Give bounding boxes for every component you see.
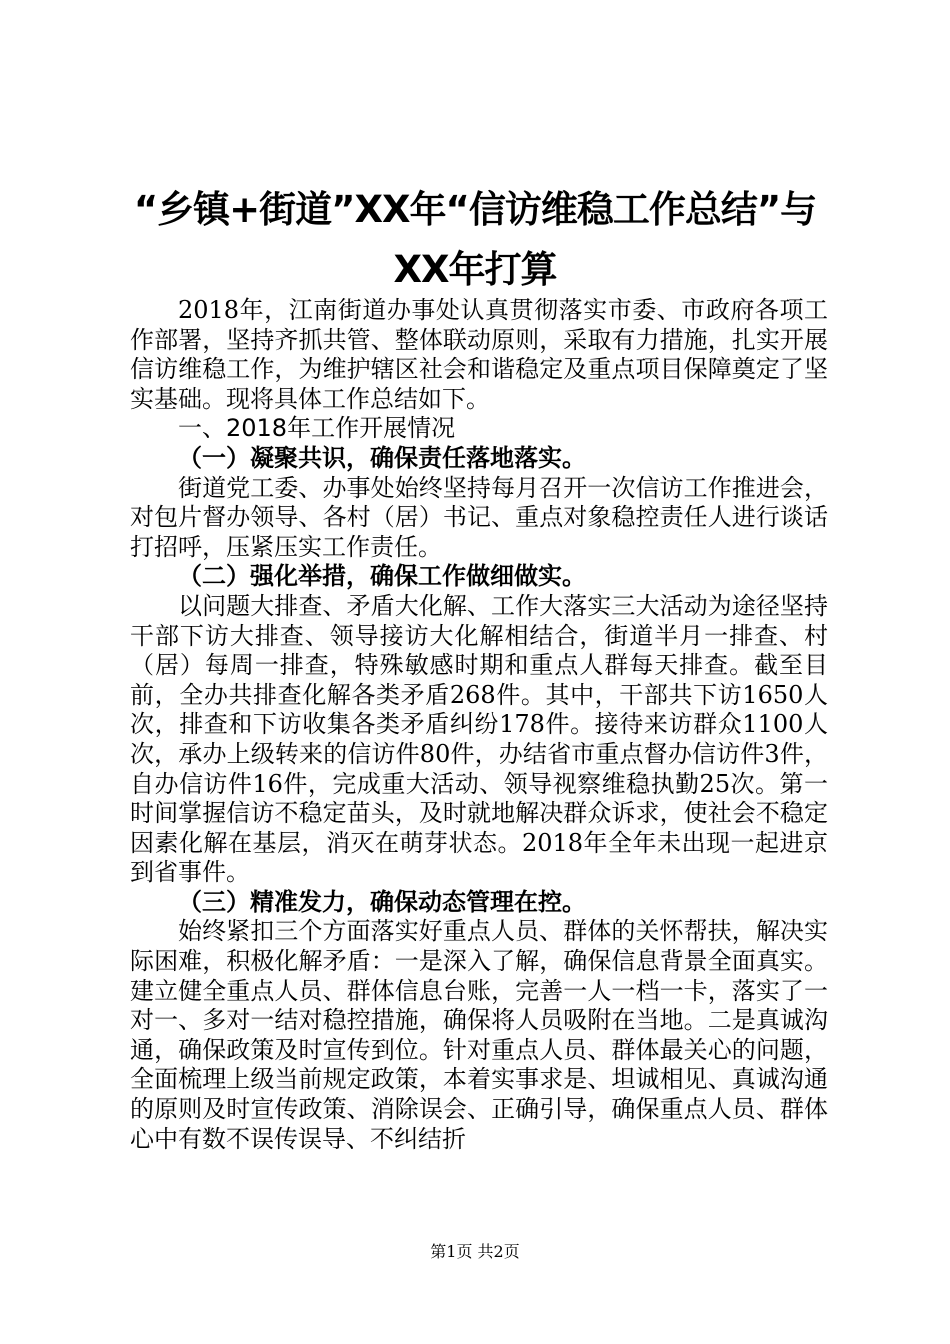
document-body — [130, 296, 828, 1154]
subsection-heading-3: （三）精准发力，确保动态管理在控。 — [178, 887, 586, 916]
subsection-paragraph-3: 始终紧扣三个方面落实好重点人员、群体的关怀帮扶，解决实际困难，积极化解矛盾：一是深入了解，确保信息背景全面真实。建立健全重点人员、群体信息台账，完善一人一档一卡，落实了一对一、多对一结对稳控措施，确保将人员吸附在当地。二是真诚沟通，确保政策及时宣传到位。针对重点人员、群体最关心的问题，全面梳理上级当前规定政策，本着实事求是、坦诚相见、真诚沟通的原则及时宣传政策、消除误会、正确引导，确保重点人员、群体心中有数不误传误导、不纠结折 — [130, 917, 828, 1153]
subsection-paragraph-1: 街道党工委、办事处始终坚持每月召开一次信访工作推进会，对包片督办领导、各村（居）书记、重点对象稳控责任人进行谈话打招呼，压紧压实工作责任。 — [130, 473, 828, 561]
document-title-line2: XX年打算 — [393, 248, 557, 291]
intro-paragraph: 2018年，江南街道办事处认真贯彻落实市委、市政府各项工作部署，坚持齐抓共管、整体联动原则，采取有力措施，扎实开展信访维稳工作，为维护辖区社会和谐稳定及重点项目保障奠定了坚实基础。现将具体工作总结如下。 — [130, 296, 828, 413]
subsection-heading-2: （二）强化举措，确保工作做细做实。 — [178, 562, 586, 591]
page-number-footer: 第1页 共2页 — [430, 1242, 520, 1261]
subsection-heading-1: （一）凝聚共识，确保责任落地落实。 — [178, 443, 586, 472]
section-heading: 一、2018年工作开展情况 — [178, 414, 456, 443]
subsection-paragraph-2: 以问题大排查、矛盾大化解、工作大落实三大活动为途径坚持干部下访大排查、领导接访大化解相结合，街道半月一排查、村（居）每周一排查，特殊敏感时期和重点人群每天排查。截至目前，全办共排查化解各类矛盾268件。其中，干部共下访1650人次，排查和下访收集各类矛盾纠纷178件。接待来访群众1100人次，承办上级转来的信访件80件，办结省市重点督办信访件3件，自办信访件16件，完成重大活动、领导视察维稳执勤25次。第一时间掌握信访不稳定苗头，及时就地解决群众诉求，使社会不稳定因素化解在基层，消灭在萌芽状态。2018年全年未出现一起进京到省事件。 — [130, 591, 828, 887]
document-title-line1: “乡镇+街道”XX年“信访维稳工作总结”与 — [133, 188, 817, 231]
